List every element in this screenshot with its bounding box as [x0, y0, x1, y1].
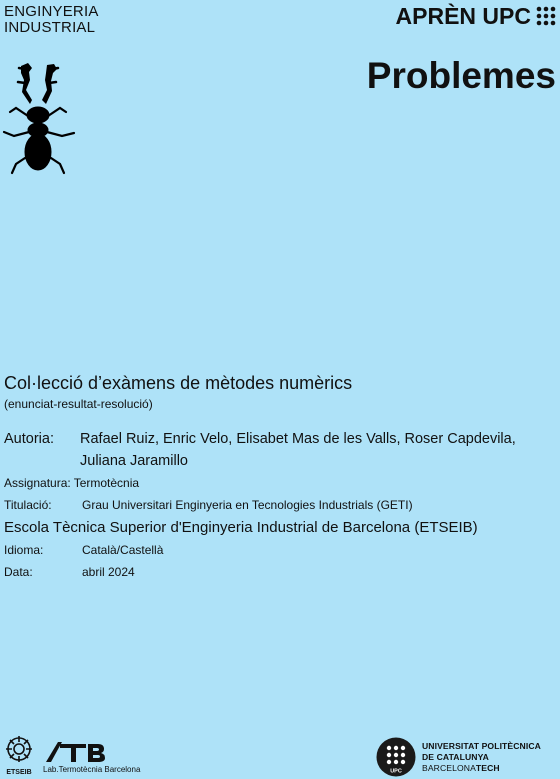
document-title: Col·lecció d’exàmens de mètodes numèrics — [4, 373, 353, 393]
etseib-logo — [2, 734, 36, 776]
collection-line-2: INDUSTRIAL — [4, 19, 96, 36]
collection-line-1: ENGINYERIA — [4, 3, 99, 20]
authors-label: Autoria: — [4, 431, 54, 447]
date-value: abril 2024 — [82, 565, 135, 579]
etseib-crest-icon — [2, 734, 36, 768]
brand-text: APRÈN UPC — [395, 3, 531, 29]
upc-line-3-light: BARCELONA — [422, 762, 476, 773]
collection-label — [4, 4, 99, 36]
subject-value: Termotècnia — [73, 476, 140, 490]
stag-beetle-icon — [2, 60, 78, 176]
degree-label: Titulació: — [4, 498, 52, 512]
upc-seal-icon — [376, 737, 416, 777]
lab-caption: Lab.Termotècnia Barcelona — [43, 765, 141, 774]
authors-row — [4, 428, 554, 472]
page-title: Problemes — [366, 55, 556, 96]
degree-row — [4, 497, 413, 513]
authors-value: Rafael Ruiz, Enric Velo, Elisabet Mas de les Valls, Roser Capdevila, Juliana Jaramillo — [80, 431, 516, 469]
upc-dots-logo-icon — [534, 4, 558, 28]
degree-value: Grau Universitari Enginyeria en Tecnologies Industrials (GETI) — [82, 498, 413, 512]
etseib-label: ETSEIB — [6, 769, 32, 776]
upc-line-2: DE CATALUNYA — [422, 751, 489, 762]
date-label: Data: — [4, 565, 33, 579]
upc-wordmark — [422, 741, 541, 774]
date-row — [4, 564, 135, 580]
subject-label: Assignatura: — [4, 476, 71, 490]
school-name: Escola Tècnica Superior d'Enginyeria Industrial de Barcelona (ETSEIB) — [4, 519, 478, 536]
apren-upc-brand — [396, 1, 558, 31]
upc-logo-block — [376, 736, 560, 778]
upc-line-3 — [422, 763, 541, 774]
upc-mark-label: UPC — [390, 768, 402, 775]
subject-row — [4, 475, 139, 491]
upc-line-3-bold: TECH — [475, 762, 500, 773]
upc-line-1: UNIVERSITAT POLITÈCNICA — [422, 740, 541, 751]
language-label: Idioma: — [4, 543, 44, 557]
document-subtitle: (enunciat-resultat-resolució) — [4, 397, 153, 411]
language-value: Català/Castellà — [82, 543, 164, 557]
language-row — [4, 542, 163, 558]
